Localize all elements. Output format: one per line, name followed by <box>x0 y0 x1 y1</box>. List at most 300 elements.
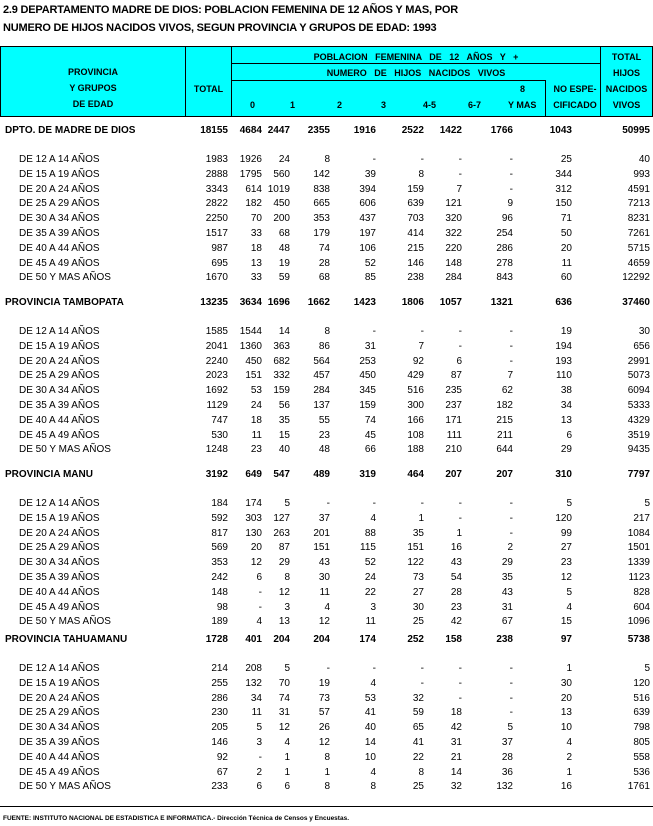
value-cell: 4684 <box>239 125 262 136</box>
value-cell: 703 <box>407 213 424 224</box>
value-cell: 3 <box>256 737 262 748</box>
table-title-line-1: 2.9 DEPARTAMENTO MADRE DE DIOS: POBLACION FEMENINA DE 12 AÑOS Y MAS, POR <box>3 4 458 16</box>
value-cell: 26 <box>318 722 330 733</box>
value-cell: 1585 <box>205 326 228 337</box>
value-cell: - <box>458 169 462 180</box>
value-cell: 516 <box>407 385 424 396</box>
value-cell: 25 <box>412 616 424 627</box>
value-cell: 8 <box>370 781 376 792</box>
value-cell: 817 <box>211 528 228 539</box>
value-cell: - <box>458 154 462 165</box>
value-cell: 4591 <box>627 184 650 195</box>
value-cell: 12 <box>278 722 290 733</box>
value-cell: 450 <box>245 356 262 367</box>
value-cell: 2822 <box>205 198 228 209</box>
value-cell: 146 <box>407 258 424 269</box>
value-cell: 23 <box>318 430 330 441</box>
table-row <box>0 272 653 286</box>
value-cell: 312 <box>555 184 572 195</box>
value-cell: 11 <box>365 616 376 627</box>
header-provincia-line-2: Y GRUPOS <box>69 83 117 93</box>
value-cell: 747 <box>211 415 228 426</box>
header-col-1: 1 <box>290 100 296 110</box>
value-cell: 56 <box>278 400 290 411</box>
value-cell: 6 <box>566 430 572 441</box>
value-cell: 62 <box>501 385 513 396</box>
value-cell: 993 <box>633 169 650 180</box>
value-cell: 151 <box>245 370 262 381</box>
value-cell: 7213 <box>627 198 650 209</box>
value-cell: 1926 <box>239 154 262 165</box>
value-cell: 8 <box>284 572 290 583</box>
value-cell: 148 <box>211 587 228 598</box>
value-cell: 644 <box>496 444 513 455</box>
header-col-3: 3 <box>381 100 387 110</box>
value-cell: 14 <box>278 326 290 337</box>
value-cell: 194 <box>555 341 572 352</box>
table-row <box>0 707 653 721</box>
value-cell: 158 <box>445 634 462 645</box>
table-row <box>0 370 653 384</box>
value-cell: - <box>258 752 262 763</box>
value-cell: 5333 <box>627 400 650 411</box>
header-poblacion-band <box>231 46 601 117</box>
value-cell: 2991 <box>627 356 650 367</box>
value-cell: 6 <box>256 781 262 792</box>
value-cell: 68 <box>318 272 330 283</box>
value-cell: 15 <box>560 616 572 627</box>
table-bottom-rule <box>0 806 653 807</box>
value-cell: 32 <box>412 693 424 704</box>
value-cell: 205 <box>211 722 228 733</box>
value-cell: 43 <box>318 557 330 568</box>
value-cell: 182 <box>245 198 262 209</box>
row-label: PROVINCIA TAMBOPATA <box>5 297 124 308</box>
value-cell: 4 <box>566 737 572 748</box>
value-cell: 4 <box>370 678 376 689</box>
value-cell: 564 <box>313 356 330 367</box>
value-cell: 614 <box>245 184 262 195</box>
value-cell: 59 <box>412 707 424 718</box>
value-cell: 2355 <box>307 125 330 136</box>
value-cell: 5073 <box>627 370 650 381</box>
value-cell: 3192 <box>205 469 228 480</box>
table-row <box>0 767 653 781</box>
row-label: DE 50 Y MAS AÑOS <box>19 781 111 792</box>
value-cell: 606 <box>359 198 376 209</box>
value-cell: 363 <box>273 341 290 352</box>
value-cell: 8 <box>418 169 424 180</box>
row-label: DE 50 Y MAS AÑOS <box>19 444 111 455</box>
value-cell: 92 <box>412 356 424 367</box>
value-cell: 200 <box>273 213 290 224</box>
value-cell: 1766 <box>490 125 513 136</box>
value-cell: 320 <box>445 213 462 224</box>
value-cell: 5 <box>507 722 513 733</box>
value-cell: 207 <box>496 469 513 480</box>
table-row <box>0 169 653 183</box>
value-cell: 254 <box>496 228 513 239</box>
value-cell: - <box>458 341 462 352</box>
value-cell: 639 <box>407 198 424 209</box>
value-cell: 1084 <box>627 528 650 539</box>
value-cell: 148 <box>445 258 462 269</box>
value-cell: 1 <box>566 767 572 778</box>
value-cell: 2 <box>566 752 572 763</box>
value-cell: 42 <box>450 616 462 627</box>
value-cell: 2522 <box>401 125 424 136</box>
value-cell: 13 <box>560 415 572 426</box>
header-total-hijos-line-4: VIVOS <box>612 100 641 110</box>
value-cell: 31 <box>364 341 376 352</box>
value-cell: 6 <box>456 356 462 367</box>
value-cell: 18155 <box>200 125 228 136</box>
value-cell: 27 <box>412 587 424 598</box>
header-col-8-line-2: Y MAS <box>508 100 537 110</box>
value-cell: 2 <box>256 767 262 778</box>
row-label: DE 30 A 34 AÑOS <box>19 722 100 733</box>
value-cell: 1 <box>418 513 424 524</box>
value-cell: 353 <box>313 213 330 224</box>
value-cell: 36 <box>501 767 513 778</box>
value-cell: 450 <box>359 370 376 381</box>
value-cell: 52 <box>364 258 376 269</box>
row-label: DE 30 A 34 AÑOS <box>19 213 100 224</box>
table-row <box>0 184 653 198</box>
table-row <box>0 513 653 527</box>
row-label: DE 45 A 49 AÑOS <box>19 602 100 613</box>
row-label: DE 15 A 19 AÑOS <box>19 169 100 180</box>
value-cell: 22 <box>412 752 424 763</box>
value-cell: 166 <box>407 415 424 426</box>
value-cell: 8 <box>324 326 330 337</box>
value-cell: 65 <box>412 722 424 733</box>
row-label: DE 15 A 19 AÑOS <box>19 513 100 524</box>
value-cell: 70 <box>278 678 290 689</box>
value-cell: 5 <box>566 498 572 509</box>
source-note: FUENTE: INSTITUTO NACIONAL DE ESTADISTICA E INFORMATICA.- Dirección Técnica de Censos y Encuestas. <box>3 815 349 822</box>
value-cell: 11 <box>319 587 330 598</box>
value-cell: - <box>420 154 424 165</box>
value-cell: 45 <box>364 430 376 441</box>
value-cell: 137 <box>313 400 330 411</box>
value-cell: 10 <box>364 752 376 763</box>
value-cell: 695 <box>211 258 228 269</box>
header-provincia-line-1: PROVINCIA <box>67 67 118 77</box>
value-cell: 189 <box>211 616 228 627</box>
value-cell: 40 <box>364 722 376 733</box>
value-cell: 8231 <box>627 213 650 224</box>
value-cell: 70 <box>250 213 262 224</box>
value-cell: - <box>326 498 330 509</box>
row-label: DE 30 A 34 AÑOS <box>19 557 100 568</box>
value-cell: 1422 <box>439 125 462 136</box>
header-band-divider-mid <box>232 80 546 81</box>
value-cell: 67 <box>216 767 228 778</box>
value-cell: 96 <box>501 213 513 224</box>
value-cell: 207 <box>445 469 462 480</box>
value-cell: 215 <box>496 415 513 426</box>
value-cell: 414 <box>407 228 424 239</box>
table-row <box>0 587 653 601</box>
value-cell: 22 <box>364 587 376 598</box>
value-cell: 13235 <box>200 297 228 308</box>
value-cell: 211 <box>497 430 513 441</box>
value-cell: 1517 <box>205 228 228 239</box>
value-cell: 24 <box>364 572 376 583</box>
value-cell: 34 <box>250 693 262 704</box>
table-row <box>0 400 653 414</box>
value-cell: 263 <box>273 528 290 539</box>
group-row <box>0 125 653 139</box>
value-cell: 1 <box>284 752 290 763</box>
value-cell: 33 <box>250 272 262 283</box>
table-row <box>0 542 653 556</box>
value-cell: 7261 <box>627 228 650 239</box>
table-row <box>0 341 653 355</box>
table-row <box>0 663 653 677</box>
value-cell: 13 <box>250 258 262 269</box>
table-row <box>0 258 653 272</box>
value-cell: 19 <box>278 258 290 269</box>
value-cell: 4 <box>324 602 330 613</box>
value-cell: 300 <box>407 400 424 411</box>
value-cell: 253 <box>359 356 376 367</box>
value-cell: 23 <box>250 444 262 455</box>
value-cell: 560 <box>273 169 290 180</box>
value-cell: 132 <box>245 678 262 689</box>
value-cell: - <box>509 663 513 674</box>
value-cell: 71 <box>560 213 572 224</box>
value-cell: 1662 <box>307 297 330 308</box>
value-cell: 1795 <box>239 169 262 180</box>
value-cell: 3 <box>370 602 376 613</box>
value-cell: 24 <box>250 400 262 411</box>
table-row <box>0 616 653 630</box>
value-cell: 8 <box>418 767 424 778</box>
value-cell: 16 <box>560 781 572 792</box>
value-cell: 73 <box>412 572 424 583</box>
value-cell: 87 <box>450 370 462 381</box>
value-cell: 30 <box>560 678 572 689</box>
value-cell: 1248 <box>205 444 228 455</box>
value-cell: 9435 <box>627 444 650 455</box>
value-cell: 159 <box>359 400 376 411</box>
row-label: DE 35 A 39 AÑOS <box>19 228 100 239</box>
row-label: DE 45 A 49 AÑOS <box>19 258 100 269</box>
table-row <box>0 781 653 795</box>
value-cell: - <box>326 663 330 674</box>
value-cell: 174 <box>359 634 376 645</box>
value-cell: 4 <box>566 602 572 613</box>
value-cell: 1983 <box>205 154 228 165</box>
value-cell: - <box>509 341 513 352</box>
value-cell: 130 <box>245 528 262 539</box>
value-cell: 127 <box>273 513 290 524</box>
value-cell: 13 <box>560 707 572 718</box>
table-header <box>0 46 653 117</box>
value-cell: 35 <box>501 572 513 583</box>
value-cell: - <box>509 678 513 689</box>
value-cell: 2240 <box>205 356 228 367</box>
value-cell: 7 <box>456 184 462 195</box>
header-no-esp-line-1: NO ESPE- <box>553 84 597 94</box>
value-cell: 319 <box>359 469 376 480</box>
row-label: DE 25 A 29 AÑOS <box>19 542 100 553</box>
value-cell: 1 <box>566 663 572 674</box>
header-total-hijos-line-2: HIJOS <box>612 68 640 78</box>
table-row <box>0 228 653 242</box>
value-cell: 6 <box>256 572 262 583</box>
value-cell: 344 <box>555 169 572 180</box>
value-cell: 21 <box>450 752 462 763</box>
value-cell: 43 <box>450 557 462 568</box>
value-cell: 54 <box>450 572 462 583</box>
table-row <box>0 430 653 444</box>
row-label: DPTO. DE MADRE DE DIOS <box>5 125 136 136</box>
row-label: DE 45 A 49 AÑOS <box>19 430 100 441</box>
value-cell: 73 <box>318 693 330 704</box>
value-cell: 286 <box>211 693 228 704</box>
value-cell: 19 <box>560 326 572 337</box>
value-cell: 12 <box>250 557 262 568</box>
value-cell: 13 <box>278 616 290 627</box>
value-cell: 3343 <box>205 184 228 195</box>
table-row <box>0 722 653 736</box>
table-row <box>0 752 653 766</box>
value-cell: 30 <box>412 602 424 613</box>
table-row <box>0 444 653 458</box>
value-cell: 2888 <box>205 169 228 180</box>
value-cell: 1096 <box>627 616 650 627</box>
value-cell: - <box>458 498 462 509</box>
value-cell: - <box>509 169 513 180</box>
value-cell: 122 <box>407 557 424 568</box>
value-cell: 4329 <box>627 415 650 426</box>
value-cell: 5 <box>644 663 650 674</box>
value-cell: 345 <box>359 385 376 396</box>
value-cell: 14 <box>450 767 462 778</box>
value-cell: 28 <box>501 752 513 763</box>
value-cell: 204 <box>313 634 330 645</box>
value-cell: 25 <box>412 781 424 792</box>
value-cell: 121 <box>445 198 462 209</box>
value-cell: 284 <box>445 272 462 283</box>
value-cell: 197 <box>359 228 376 239</box>
value-cell: 23 <box>560 557 572 568</box>
value-cell: 1423 <box>353 297 376 308</box>
value-cell: 20 <box>250 542 262 553</box>
value-cell: 4 <box>370 767 376 778</box>
table-row <box>0 415 653 429</box>
row-label: DE 15 A 19 AÑOS <box>19 678 100 689</box>
value-cell: 24 <box>278 154 290 165</box>
value-cell: 798 <box>633 722 650 733</box>
value-cell: 74 <box>364 415 376 426</box>
row-label: DE 50 Y MAS AÑOS <box>19 616 111 627</box>
value-cell: 1692 <box>205 385 228 396</box>
value-cell: 238 <box>407 272 424 283</box>
value-cell: 10 <box>560 722 572 733</box>
value-cell: 32 <box>450 781 462 792</box>
value-cell: 208 <box>245 663 262 674</box>
value-cell: - <box>509 154 513 165</box>
value-cell: 41 <box>412 737 424 748</box>
value-cell: 53 <box>250 385 262 396</box>
value-cell: 151 <box>407 542 424 553</box>
value-cell: 88 <box>364 528 376 539</box>
value-cell: 238 <box>496 634 513 645</box>
row-label: DE 50 Y MAS AÑOS <box>19 272 111 283</box>
value-cell: 30 <box>318 572 330 583</box>
table-row <box>0 693 653 707</box>
value-cell: - <box>372 663 376 674</box>
value-cell: 48 <box>318 444 330 455</box>
value-cell: 146 <box>211 737 228 748</box>
value-cell: 394 <box>359 184 376 195</box>
row-label: DE 20 A 24 AÑOS <box>19 528 100 539</box>
value-cell: 6 <box>284 781 290 792</box>
value-cell: 27 <box>560 542 572 553</box>
row-label: DE 45 A 49 AÑOS <box>19 767 100 778</box>
table-row <box>0 572 653 586</box>
value-cell: - <box>458 326 462 337</box>
row-label: DE 40 A 44 AÑOS <box>19 243 100 254</box>
value-cell: - <box>509 693 513 704</box>
value-cell: 1501 <box>627 542 650 553</box>
value-cell: 286 <box>496 243 513 254</box>
value-cell: 284 <box>313 385 330 396</box>
value-cell: 1696 <box>267 297 290 308</box>
value-cell: - <box>509 326 513 337</box>
row-label: DE 35 A 39 AÑOS <box>19 572 100 583</box>
value-cell: 182 <box>496 400 513 411</box>
value-cell: 87 <box>278 542 290 553</box>
value-cell: 120 <box>633 678 650 689</box>
value-cell: 7 <box>418 341 424 352</box>
value-cell: - <box>509 707 513 718</box>
value-cell: 1057 <box>439 297 462 308</box>
value-cell: 53 <box>364 693 376 704</box>
value-cell: 37 <box>501 737 513 748</box>
value-cell: 193 <box>555 356 572 367</box>
row-label: DE 12 A 14 AÑOS <box>19 663 100 674</box>
table-row <box>0 557 653 571</box>
value-cell: 30 <box>638 326 650 337</box>
value-cell: - <box>372 154 376 165</box>
value-cell: 8 <box>324 154 330 165</box>
value-cell: 29 <box>278 557 290 568</box>
value-cell: 450 <box>273 198 290 209</box>
value-cell: 4 <box>370 513 376 524</box>
value-cell: - <box>458 693 462 704</box>
value-cell: 1728 <box>205 634 228 645</box>
value-cell: 9 <box>507 198 513 209</box>
value-cell: 649 <box>245 469 262 480</box>
value-cell: 310 <box>555 469 572 480</box>
value-cell: 558 <box>633 752 650 763</box>
value-cell: 23 <box>450 602 462 613</box>
value-cell: 828 <box>633 587 650 598</box>
value-cell: - <box>420 326 424 337</box>
value-cell: 29 <box>501 557 513 568</box>
table-row <box>0 198 653 212</box>
value-cell: 52 <box>364 557 376 568</box>
value-cell: 66 <box>364 444 376 455</box>
header-no-esp-divider <box>545 80 546 116</box>
value-cell: 151 <box>313 542 330 553</box>
value-cell: 28 <box>450 587 462 598</box>
